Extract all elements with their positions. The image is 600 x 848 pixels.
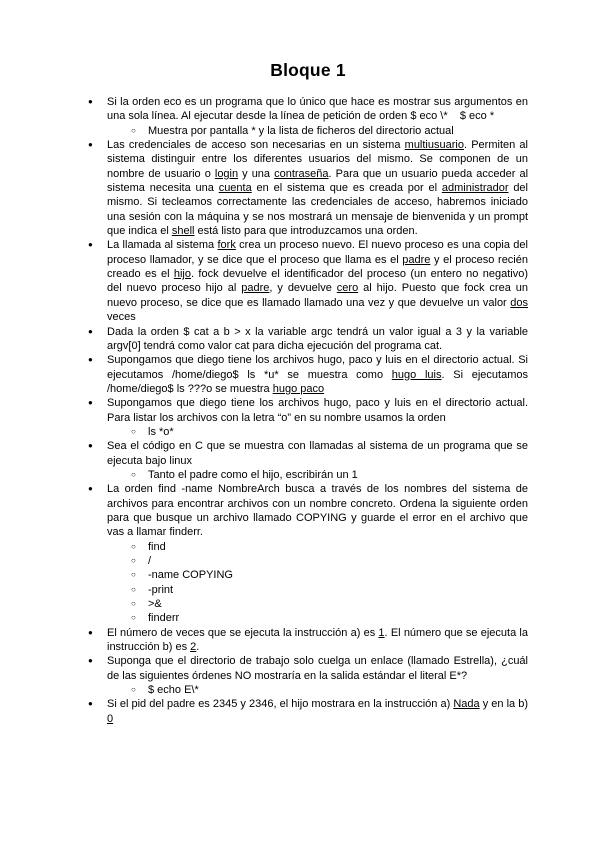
circle-bullet-icon: ○ [131, 469, 136, 479]
item-text: La orden find -name NombreArch busca a través de los nombres del sistema de archivos para encontrar archivos con un nombre concreto. Ordena la siguiente orden para que busque un archivo llamado COPYING y guarde el error en el archivo que vas a llamar finderr. [107, 483, 528, 539]
list-item [88, 95, 528, 124]
bullet-icon: ● [88, 398, 93, 408]
bullet-icon: ● [88, 627, 93, 637]
bullet-icon: ● [88, 140, 93, 150]
sub-list-item [131, 425, 528, 439]
item-text: Si el pid del padre es 2345 y 2346, el hijo mostrara en la instrucción a) Nada y en la b) 0 [107, 698, 528, 725]
item-text: >& [148, 598, 162, 611]
item-text: ls *o* [148, 425, 174, 438]
bullet-icon: ● [88, 240, 93, 250]
item-text: -name COPYING [148, 569, 233, 582]
list-item [88, 654, 528, 683]
bullet-icon: ● [88, 441, 93, 451]
bullet-icon: ● [88, 656, 93, 666]
item-text: / [148, 555, 152, 567]
document-title: Bloque 1 [270, 60, 346, 80]
list-item [88, 439, 528, 468]
list-item [88, 697, 528, 726]
circle-bullet-icon: ○ [131, 685, 136, 695]
item-text: La llamada al sistema fork crea un proceso nuevo. El nuevo proceso es una copia del proceso llamador, y se dice que el proceso que llama es el padre y el proceso recién creado es el hijo. fock devuelve el identificador del proceso (un entero no negativo) del nuevo proceso hijo al padre, y devuelve cero al hijo. Puesto que fock crea un nuevo proceso, se dice que es llamado llamado una vez y que devuelve un valor dos veces [107, 239, 528, 324]
bullet-icon: ● [88, 699, 93, 709]
item-text: Las credenciales de acceso son necesarias en un sistema multiusuario. Permiten al sistema distinguir entre los diferentes usuarios del mismo. Se componen de un nombre de usuario o login y una contraseña. Para que un usuario pueda acceder al sistema necesita una cuenta en el sistema que es creada por el administrador del mismo. Si tecleamos correctamente las credenciales de acceso, habremos iniciado una sesión con la máquina y se nos mostrará un mensaje de bienvenida y un prompt que indica el shell está listo para que introduzcamos una orden. [107, 139, 529, 238]
item-text: find [148, 540, 166, 553]
sub-list-item [131, 583, 528, 597]
list-item [88, 353, 528, 396]
sub-list-item [131, 554, 528, 568]
item-text: finderr [148, 612, 180, 625]
item-text: El número de veces que se ejecuta la instrucción a) es 1. El número que se ejecuta la instrucción b) es 2. [107, 626, 528, 654]
item-text: Supongamos que diego tiene los archivos hugo, paco y luis en el directorio actual. Si ejecutamos /home/diego$ ls *u* se muestra como hugo luis. Si ejecutamos /home/diego$ ls ???o se muestra hugo paco [107, 354, 528, 395]
circle-bullet-icon: ○ [131, 599, 136, 609]
item-text: Muestra por pantalla * y la lista de ficheros del directorio actual [148, 124, 454, 137]
bullet-list [88, 95, 528, 726]
bullet-icon: ● [88, 326, 93, 336]
item-text: Supongamos que diego tiene los archivos hugo, paco y luis en el directorio actual. Para listar los archivos con la letra “o” en su nombre usamos la orden [107, 397, 528, 424]
sub-list-item [131, 611, 528, 625]
list-item [88, 138, 528, 238]
sub-list-item [131, 468, 528, 482]
sub-list-item [131, 597, 528, 611]
list-item [88, 482, 528, 539]
circle-bullet-icon: ○ [131, 541, 136, 551]
bullet-icon: ● [88, 97, 93, 106]
circle-bullet-icon: ○ [131, 556, 136, 565]
item-text: Sea el código en C que se muestra con llamadas al sistema de un programa que se ejecuta bajo linux [107, 440, 528, 467]
item-text: Dada la orden $ cat a b > x la variable argc tendrá un valor igual a 3 y la variable argv[0] tendrá como valor cat para dicha ejecución del programa cat. [107, 325, 528, 352]
list-item [88, 626, 528, 655]
list-item [88, 396, 528, 425]
list-item [88, 325, 528, 354]
circle-bullet-icon: ○ [131, 125, 136, 135]
circle-bullet-icon: ○ [131, 426, 136, 436]
circle-bullet-icon: ○ [131, 613, 136, 623]
item-text: $ echo E\* [148, 684, 199, 697]
sub-list-item [131, 568, 528, 582]
item-text: -print [148, 583, 174, 596]
bullet-icon: ● [88, 355, 93, 365]
item-text: Si la orden eco es un programa que lo único que hace es mostrar sus argumentos en una sola línea. Al ejecutar desde la línea de petición de orden $ eco \* $ eco * [107, 96, 528, 123]
item-text: Suponga que el directorio de trabajo solo cuelga un enlace (llamado Estrella), ¿cuál de las siguientes órdenes NO mostraría en la salida estándar el literal E*? [107, 655, 528, 682]
bullet-icon: ● [88, 484, 93, 494]
circle-bullet-icon: ○ [131, 570, 136, 580]
sub-list-item [131, 124, 528, 138]
item-text: Tanto el padre como el hijo, escribirán un 1 [148, 468, 358, 481]
sub-list-item [131, 540, 528, 554]
list-item [88, 238, 528, 324]
circle-bullet-icon: ○ [131, 584, 136, 594]
sub-list-item [131, 683, 528, 697]
